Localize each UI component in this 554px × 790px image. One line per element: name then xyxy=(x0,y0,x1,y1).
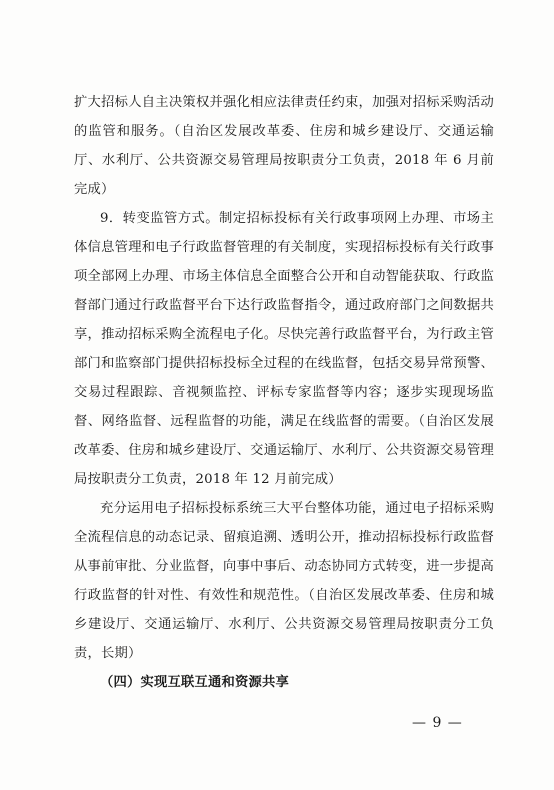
paragraph-continuation: 扩大招标人自主决策权并强化相应法律责任约束，加强对招标采购活动的监管和服务。（自治区发展改革委、住房和城乡建设厅、交通运输厅、水利厅、公共资源交易管理局按职责分工负责，2018 年 6 月前完成） xyxy=(74,95,494,197)
paragraph-item-9: 9．转变监管方式。制定招标投标有关行政事项网上办理、市场主体信息管理和电子行政监督管理的有关制度，实现招标投标有关行政事项全部网上办理、市场主体信息全面整合公开和自动智能获取、行政监督部门通过行政监督平台下达行政监督指令，通过政府部门之间数据共享，推动招标采购全流程电子化。尽快完善行政监督平台，为行政主管部门和监察部门提供招标投标全过程的在线监督，包括交易异常预警、交易过程跟踪、音视频监控、评标专家监督等内容；逐步实现现场监督、网络监督、远程监督的功能，满足在线监督的需要。（自治区发展改革委、住房和城乡建设厅、交通运输厅、水利厅、公共资源交易管理局按职责分工负责，2018 年 12 月前完成） xyxy=(74,211,494,487)
page-number: — 9 — xyxy=(412,715,463,731)
section-heading: （四）实现互联互通和资源共享 xyxy=(100,675,289,690)
paragraph-platform-function: 充分运用电子招标投标系统三大平台整体功能，通过电子招标采购全流程信息的动态记录、留痕追溯、透明公开，推动招标投标行政监督从事前审批、分业监督，向事中事后、动态协同方式转变，进一步提高行政监督的针对性、有效性和规范性。（自治区发展改革委、住房和城乡建设厅、交通运输厅、水利厅、公共资源交易管理局按职责分工负责，长期） xyxy=(74,501,494,661)
document-body xyxy=(74,88,494,697)
